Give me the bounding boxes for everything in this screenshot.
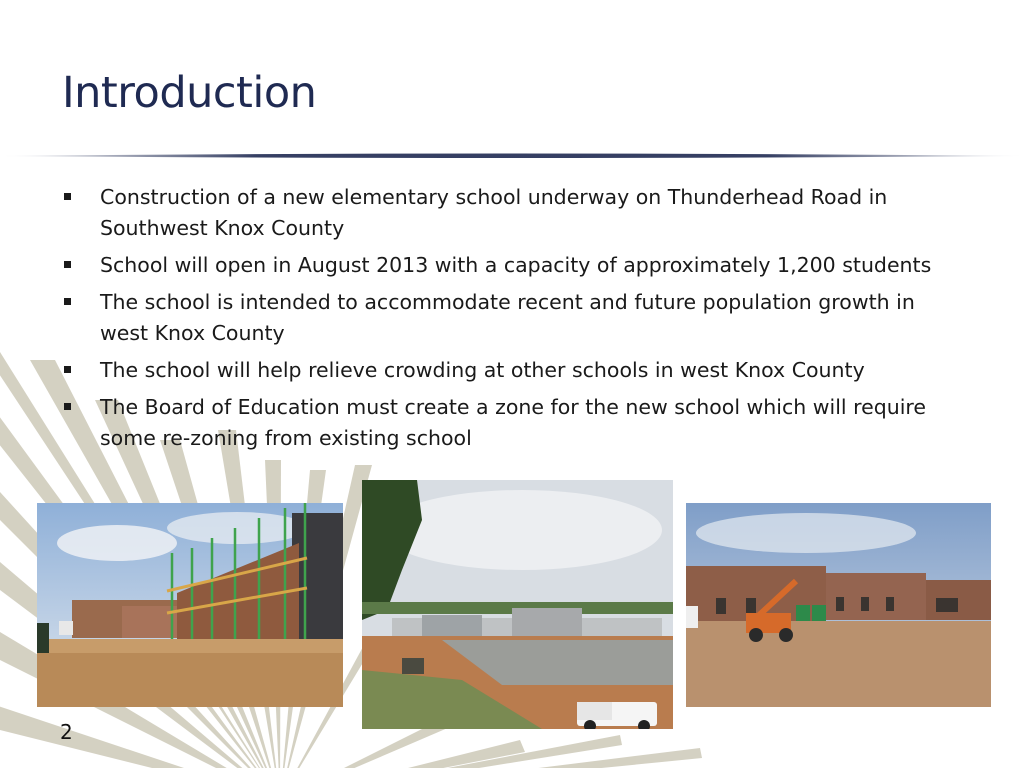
square-bullet-icon <box>64 193 71 200</box>
bullet-item <box>62 182 952 244</box>
bullet-item <box>62 250 952 281</box>
bullet-item <box>62 287 952 349</box>
bullet-text: School will open in August 2013 with a capacity of approximately 1,200 students <box>100 253 932 277</box>
square-bullet-icon <box>64 261 71 268</box>
construction-photo-site <box>362 480 673 729</box>
bullet-text: Construction of a new elementary school underway on Thunderhead Road in Southwest Knox County <box>100 185 888 240</box>
bullet-text: The school will help relieve crowding at other schools in west Knox County <box>100 358 865 382</box>
square-bullet-icon <box>64 403 71 410</box>
bullet-item <box>62 392 952 454</box>
slide-title: Introduction <box>62 68 317 118</box>
bullet-text: The Board of Education must create a zone for the new school which will require some re-zoning from existing school <box>100 395 927 450</box>
construction-photo-telehandler <box>686 503 991 707</box>
bullet-text: The school is intended to accommodate recent and future population growth in west Knox County <box>100 290 915 345</box>
bullet-list <box>62 182 952 460</box>
title-divider <box>0 150 1024 162</box>
bullet-item <box>62 355 952 386</box>
square-bullet-icon <box>64 298 71 305</box>
construction-photo-scaffolding <box>37 503 343 707</box>
square-bullet-icon <box>64 366 71 373</box>
slide-number: 2 <box>60 720 73 744</box>
